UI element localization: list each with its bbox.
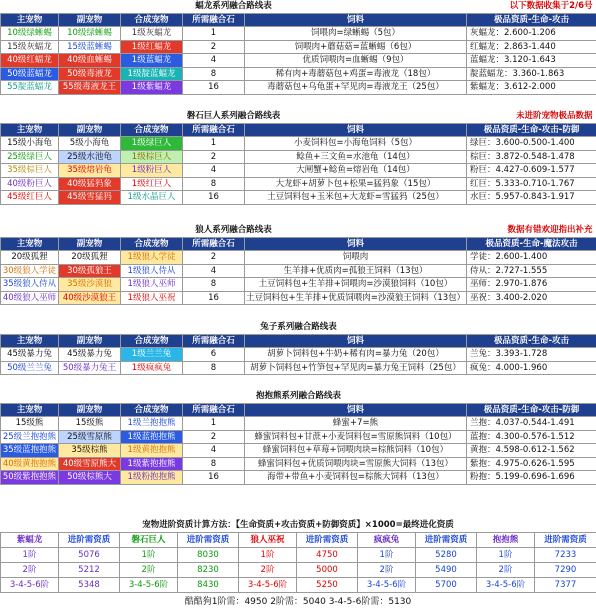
table-row: 35级蓝抱抱熊 35级棕熊 1级黄抱抱熊 4 蜂蜜饲料包+草莓+饲喂肉块=棕熊饲料（10包） 黄抱：4.598-0.612-1.562 (1, 444, 596, 458)
rabbit-title: 兔子系列融合路线表 (260, 322, 337, 333)
table-row: 40级粉巨人 40级猛犸象 1级红巨人 8 大龙虾+胡萝卜包+松果=猛犸象（15包） 红巨：5.333-0.710-1.767 (1, 177, 596, 191)
bear-section (0, 390, 596, 485)
col-stone: 所需融合石 (183, 13, 245, 27)
formula-title: 宠物进阶资质计算方法：【生命资质+攻击资质+防御资质】×1000=最终进化资质 (142, 520, 454, 530)
wolf-header-row: 主宠物 副宠物 合成宠物 所需融合石 饲料 极品资质-生命-魔法攻击 (1, 237, 596, 251)
table-row: 50级兰兰兔 50级暴力兔王 1级疯疯兔 8 胡萝卜饲料包+竹笋包+罕见肉=暴力兔王饲料（25包） 疯兔：4.000-1.960 (1, 361, 596, 375)
giant-title: 磐石巨人系列融合路线表 (186, 111, 281, 122)
formula-table (0, 532, 596, 593)
giant-table (0, 110, 596, 205)
table-row: 15级熊 15级熊 1级兰抱抱熊 1 蜂蜜+7=熊 兰抱：4.037-0.544-1.491 (1, 417, 596, 431)
table-row: 25级绿巨人 25级水池龟 1级棕巨人 2 鲶鱼+三文鱼=水池龟（14包） 棕巨：3.872-0.548-1.478 (1, 150, 596, 164)
table-row: 50级蓝蝠龙 50级毒液龙 1级靛蓝蝠龙 8 稀有肉+毒蘑菇包+鸡蛋=毒液龙（18包） 靛蓝蝠龙：3.360-1.863 (1, 67, 596, 81)
rabbit-header-row: 主宠物 副宠物 合成宠物 所需融合石 饲料 极品资质-生命-攻击 (1, 334, 596, 348)
col-main: 主宠物 (1, 13, 59, 27)
dragon-section (0, 0, 596, 95)
wolf-note: 数据有错欢迎指出补充 (507, 225, 593, 236)
col-stat: 极品资质-生命-攻击 (467, 13, 596, 27)
table-row: 45级红巨人 45级雪猛犸 1级水晶巨人 16 土豆饲料包+玉米包+大龙虾=雪猛犸（25包） 水巨：5.957-0.843-1.917 (1, 191, 596, 205)
dragon-title: 蝠龙系列融合路线表 (195, 1, 272, 12)
table-row: 3-4-5-6阶 5348 3-4-5-6阶 8430 3-4-5-6阶 5250 3-4-5-6阶 5700 3-4-5-6阶 7377 (1, 578, 596, 593)
table-row: 40级黄抱抱熊 40级雪原熊大 1级紫抱抱熊 8 蜂蜜饲料包+优质饲喂肉块=雪原熊大饲料（13包） 紫抱：4.975-0.626-1.595 (1, 457, 596, 471)
wolf-section (0, 224, 596, 305)
dragon-table (0, 0, 596, 95)
formula-header-row: 紫蝠龙 进阶需资质 磐石巨人 进阶需资质 狼人巫祝 进阶需资质 疯疯兔 进阶需资质 抱抱熊 进阶需资质 (1, 533, 596, 548)
table-row: 40级狼人巫师 40级沙漠狼王 1级狼人巫祝 16 土豆饲料包+生羊排+优质饲喂肉=沙漠狼王饲料（13包） 巫祝：3.400-2.020 (1, 291, 596, 305)
table-row: 2阶 5212 2阶 8230 2阶 5000 2阶 5490 2阶 7290 (1, 563, 596, 578)
table-row: 40级红蝠龙 40级血蜥蜴 1级蓝蝠龙 4 优质饲喂肉=血蜥蜴（9包） 蓝蝠龙：3.120-1.643 (1, 54, 596, 68)
rabbit-table (0, 321, 596, 375)
table-row: 15级灰蝠龙 15级蓝蜥蜴 1级红蝠龙 2 饲喂肉+蘑菇菇=蓝蜥蜴（6包） 红蝠龙：2.863-1.440 (1, 40, 596, 54)
table-row: 45级暴力兔 45级暴力兔 1级兰兰兔 6 胡萝卜饲料包+牛奶+稀有肉=暴力兔（20包） 兰兔：3.393-1.728 (1, 348, 596, 362)
col-result: 合成宠物 (121, 13, 183, 27)
wolf-title: 狼人系列融合路线表 (195, 225, 272, 236)
col-sub: 副宠物 (59, 13, 121, 27)
rabbit-section (0, 321, 596, 375)
bear-title: 抱抱熊系列融合路线表 (256, 391, 342, 402)
dragon-header-row (1, 13, 596, 27)
table-row: 15级小海龟 5级小海龟 1级绿巨人 1 小麦饲料包=小海龟饲料（5包） 绿巨：3.600-0.500-1.400 (1, 137, 596, 151)
footer-note: 酷酷狗1阶需：4950 2阶需：5040 3-4-5-6阶需：5130 (184, 597, 412, 607)
bear-header-row: 主宠物 副宠物 合成宠物 所需融合石 饲料 极品资质-生命-攻击-防御 (1, 403, 596, 417)
giant-section (0, 110, 596, 205)
giant-note: 未进阶宠物极品数据 (516, 111, 593, 122)
bear-table (0, 390, 596, 485)
table-row: 55靛蓝蝠龙 55级毒液龙王 1级紫蝠龙 16 毒蘑菇包+乌龟蛋+罕见肉=毒液龙王（25包） 紫蝠龙：3.612-2.000 (1, 81, 596, 95)
table-row: 35级棕巨人 35级熔岩龟 1级粉巨人 4 大闸蟹+鲶鱼=熔岩龟（14包） 粉巨：4.427-0.609-1.577 (1, 164, 596, 178)
table-row: 10级绿蜥蜴 10级绿蜥蜴 1级灰蝠龙 1 饲喂肉=绿蜥蜴（5包） 灰蝠龙：2.600-1.206 (1, 27, 596, 41)
table-row: 35级狼人侍从 35级沙漠狼 1级狼人巫师 8 土豆饲料包+生羊排+饲喂肉=沙漠狼饲料（10包） 巫师：2.970-1.876 (1, 278, 596, 292)
giant-header-row: 主宠物 副宠物 合成宠物 所需融合石 饲料 极品资质-生命-攻击-防御 (1, 123, 596, 137)
col-feed: 饲料 (245, 13, 467, 27)
table-row: 50级紫抱抱熊 50级棕熊大 1级粉抱抱熊 16 海带+带鱼+小麦饲料包=棕熊大饲料（13包） 粉抱：5.199-0.696-1.696 (1, 471, 596, 485)
table-row: 30级狼人学徒 30级孤狼王 1级狼人侍从 4 生羊排+优质肉=孤狼王饲料（13包） 侍从：2.727-1.555 (1, 264, 596, 278)
table-row: 1阶 5076 1阶 8030 1阶 4750 1阶 5280 1阶 7233 (1, 548, 596, 563)
table-row: 25级兰抱抱熊 25级雪原熊 1级蓝抱抱熊 2 蜂蜜饲料包+甘蔗+小麦饲料包=雪原熊饲料（10包） 蓝抱：4.300-0.576-1.512 (1, 430, 596, 444)
wolf-table (0, 224, 596, 305)
table-row: 20级狐狸 20级狐狸 1级狼人学徒 2 饲喂肉 学徒：2.600-1.400 (1, 251, 596, 265)
formula-section (0, 518, 596, 593)
dragon-note: 以下数据收集于2/6号 (509, 1, 593, 12)
